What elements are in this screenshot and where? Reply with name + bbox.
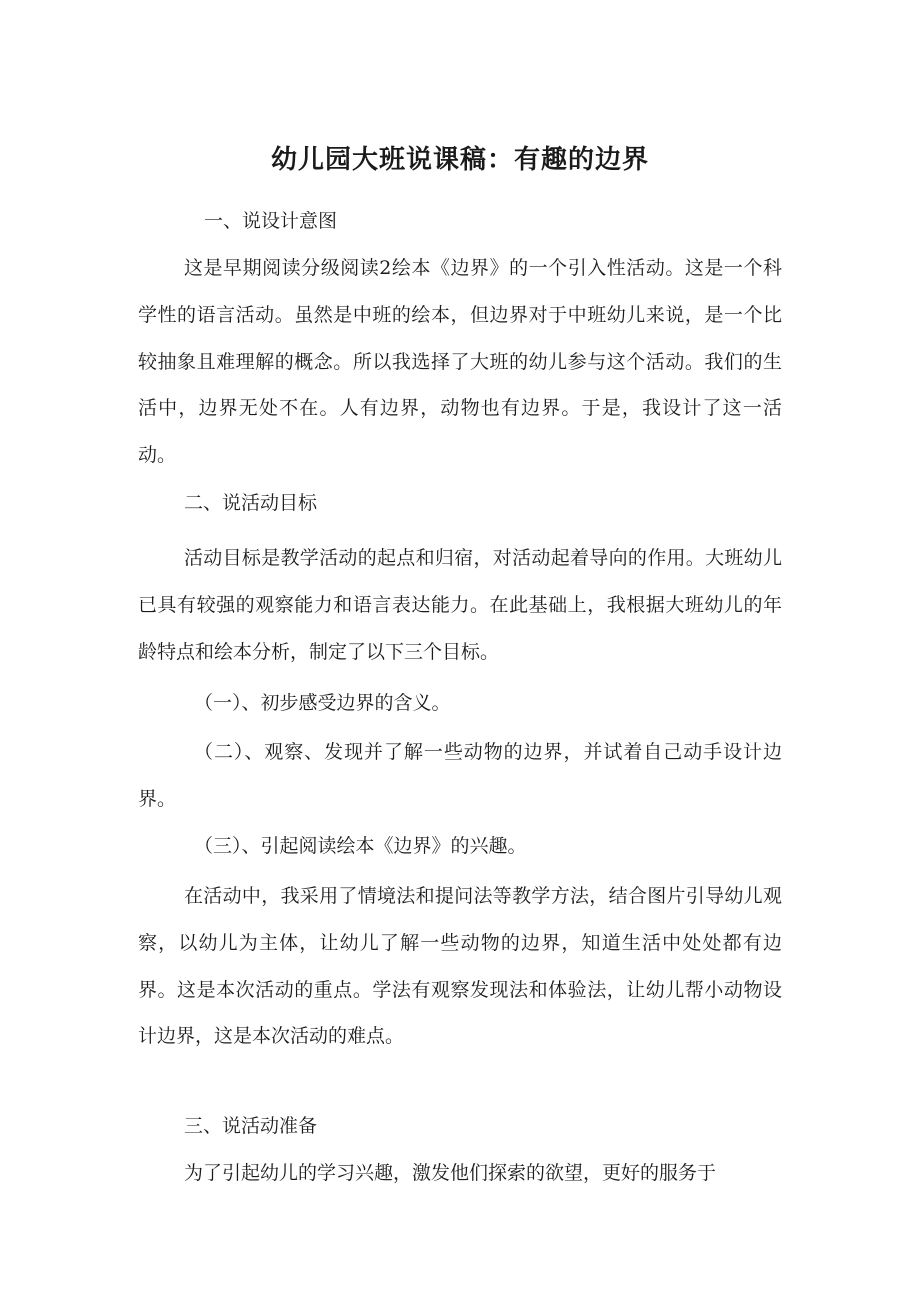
section-2-paragraph: 活动目标是教学活动的起点和归宿，对活动起着导向的作用。大班幼儿已具有较强的观察能力和语言表达能力。在此基础上，我根据大班幼儿的年龄特点和绘本分析，制定了以下三个目标。 (138, 547, 782, 663)
goal-2: （二）、观察、发现并了解一些动物的边界，并试着自己动手设计边界。 (138, 741, 782, 810)
section-1-heading: 一、说设计意图 (204, 210, 338, 232)
goal-3: （三）、引起阅读绘本《边界》的兴趣。 (194, 835, 527, 857)
section-2-heading: 二、说活动目标 (184, 492, 318, 514)
method-paragraph: 在活动中，我采用了情境法和提问法等教学方法，结合图片引导幼儿观察，以幼儿为主体，让幼儿了解一些动物的边界，知道生活中处处都有边界。这是本次活动的重点。学法有观察发现法和体验法，让幼儿帮小动物设计边界，这是本次活动的难点。 (138, 885, 782, 1048)
section-1-paragraph: 这是早期阅读分级阅读2绘本《边界》的一个引入性活动。这是一个科学性的语言活动。虽然是中班的绘本，但边界对于中班幼儿来说，是一个比较抽象且难理解的概念。所以我选择了大班的幼儿参与这个活动。我们的生活中，边界无处不在。人有边界，动物也有边界。于是，我设计了这一活动。 (138, 257, 782, 467)
page-title: 幼儿园大班说课稿：有趣的边界 (270, 145, 649, 175)
section-3-paragraph: 为了引起幼儿的学习兴趣，激发他们探索的欲望，更好的服务于 (184, 1162, 717, 1184)
section-3-heading: 三、说活动准备 (184, 1115, 318, 1137)
goal-1: （一）、初步感受边界的含义。 (194, 692, 451, 714)
